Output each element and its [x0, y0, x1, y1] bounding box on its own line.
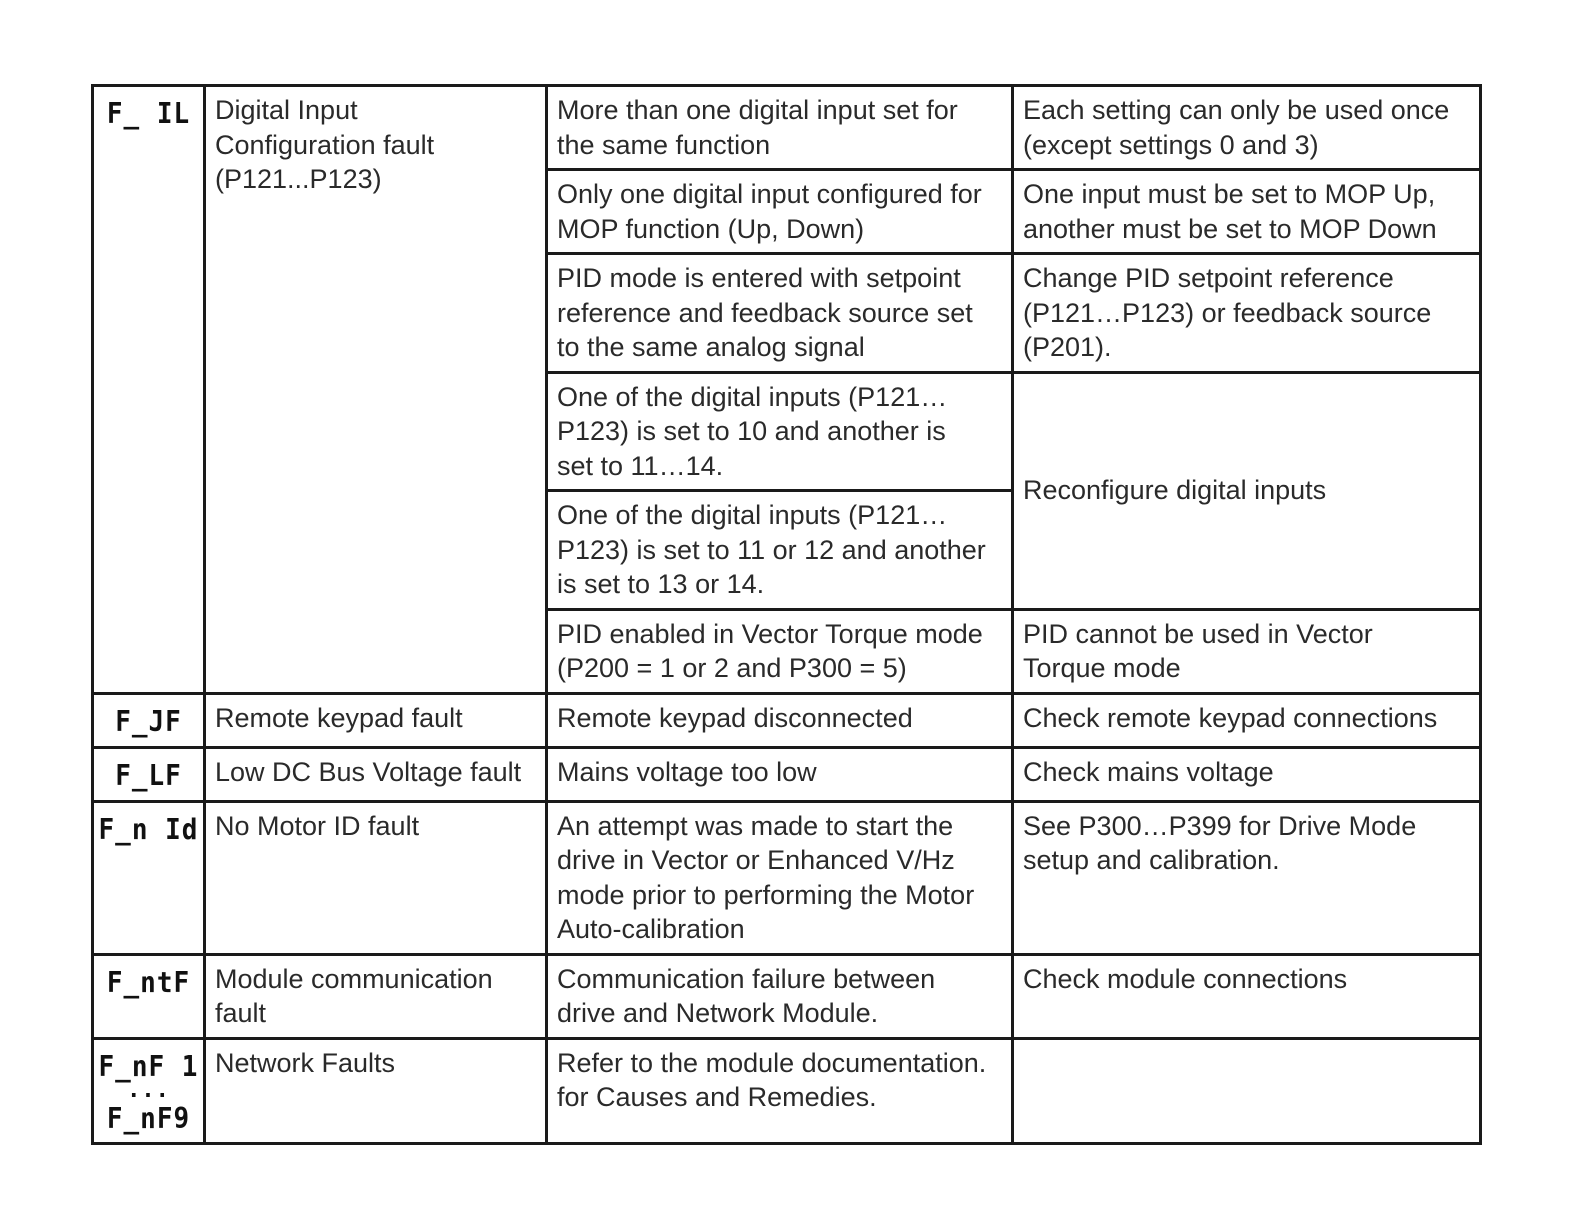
fault-remedy: One input must be set to MOP Up, another must be set to MOP Down — [1023, 179, 1437, 244]
table-row — [93, 801, 1481, 954]
fault-name-cell — [205, 747, 547, 801]
fault-table — [91, 84, 1482, 1145]
cause-cell — [547, 693, 1013, 747]
cause-cell — [547, 372, 1013, 491]
remedy-cell — [1013, 609, 1481, 693]
fault-code-cell — [93, 747, 205, 801]
fault-name-cell — [205, 1038, 547, 1143]
fault-remedy: Change PID setpoint reference (P121…P123) or feedback source (P201). — [1023, 263, 1432, 362]
fault-name: Network Faults — [215, 1047, 396, 1078]
fault-cause: Mains voltage too low — [557, 756, 817, 787]
cause-cell — [547, 801, 1013, 954]
remedy-cell — [1013, 1038, 1481, 1143]
fault-cause: Refer to the module documentation. for Causes and Remedies. — [557, 1047, 987, 1112]
fault-cause: More than one digital input set for the same function — [557, 95, 958, 160]
fault-code: F_JF — [115, 705, 182, 739]
cause-cell — [547, 170, 1013, 254]
fault-code-cell — [93, 1038, 205, 1143]
fault-code-range-dots: ... — [127, 1077, 170, 1103]
fault-name: Remote keypad fault — [215, 702, 463, 733]
fault-name-cell — [205, 693, 547, 747]
fault-code: F_ IL — [106, 97, 191, 131]
cause-cell — [547, 609, 1013, 693]
fault-remedy: Each setting can only be used once (except settings 0 and 3) — [1023, 95, 1450, 160]
fault-remedy: See P300…P399 for Drive Mode setup and calibration. — [1023, 810, 1417, 875]
fault-code-end: F_nF9 — [106, 1102, 191, 1136]
table-row — [93, 86, 1481, 170]
cause-cell — [547, 254, 1013, 373]
fault-code-cell — [93, 954, 205, 1038]
fault-name: Digital Input Configuration fault (P121...P123) — [215, 95, 435, 194]
fault-code-cell — [93, 801, 205, 954]
fault-name-cell — [205, 86, 547, 694]
fault-name-cell — [205, 801, 547, 954]
cause-cell — [547, 747, 1013, 801]
fault-name: Low DC Bus Voltage fault — [215, 756, 522, 787]
table-row — [93, 747, 1481, 801]
fault-name: Module communication fault — [215, 963, 493, 1028]
fault-cause: PID enabled in Vector Torque mode (P200 = 1 or 2 and P300 = 5) — [557, 618, 983, 683]
fault-name-cell — [205, 954, 547, 1038]
remedy-cell — [1013, 747, 1481, 801]
fault-remedy: Check remote keypad connections — [1023, 702, 1438, 733]
fault-remedy: Check module connections — [1023, 963, 1348, 994]
table-row — [93, 954, 1481, 1038]
fault-remedy: Reconfigure digital inputs — [1023, 475, 1327, 506]
fault-cause: Communication failure between drive and Network Module. — [557, 963, 936, 1028]
fault-cause: One of the digital inputs (P121… P123) is set to 11 or 12 and another is set to 13 or 14. — [557, 500, 986, 599]
fault-cause: PID mode is entered with setpoint reference and feedback source set to the same analog signal — [557, 263, 973, 362]
table-row — [93, 1038, 1481, 1143]
fault-cause: Only one digital input configured for MOP function (Up, Down) — [557, 179, 982, 244]
fault-code-cell — [93, 693, 205, 747]
fault-cause: Remote keypad disconnected — [557, 702, 913, 733]
fault-remedy: PID cannot be used in Vector Torque mode — [1023, 618, 1373, 683]
fault-code-cell — [93, 86, 205, 694]
remedy-cell — [1013, 801, 1481, 954]
fault-code-start: F_nF 1 — [98, 1050, 199, 1084]
table-row — [93, 693, 1481, 747]
fault-code: F_ntF — [106, 966, 191, 1000]
fault-code: F_n Id — [98, 813, 199, 847]
remedy-cell — [1013, 170, 1481, 254]
remedy-cell — [1013, 254, 1481, 373]
fault-code: F_LF — [115, 759, 182, 793]
remedy-cell — [1013, 372, 1481, 609]
cause-cell — [547, 491, 1013, 610]
fault-remedy: Check mains voltage — [1023, 756, 1274, 787]
remedy-cell — [1013, 86, 1481, 170]
remedy-cell — [1013, 954, 1481, 1038]
fault-name: No Motor ID fault — [215, 810, 420, 841]
remedy-cell — [1013, 693, 1481, 747]
cause-cell — [547, 1038, 1013, 1143]
cause-cell — [547, 86, 1013, 170]
fault-cause: An attempt was made to start the drive in Vector or Enhanced V/Hz mode prior to performing the Motor Auto-calibration — [557, 810, 975, 944]
cause-cell — [547, 954, 1013, 1038]
fault-cause: One of the digital inputs (P121… P123) is set to 10 and another is set to 11…14. — [557, 381, 948, 481]
